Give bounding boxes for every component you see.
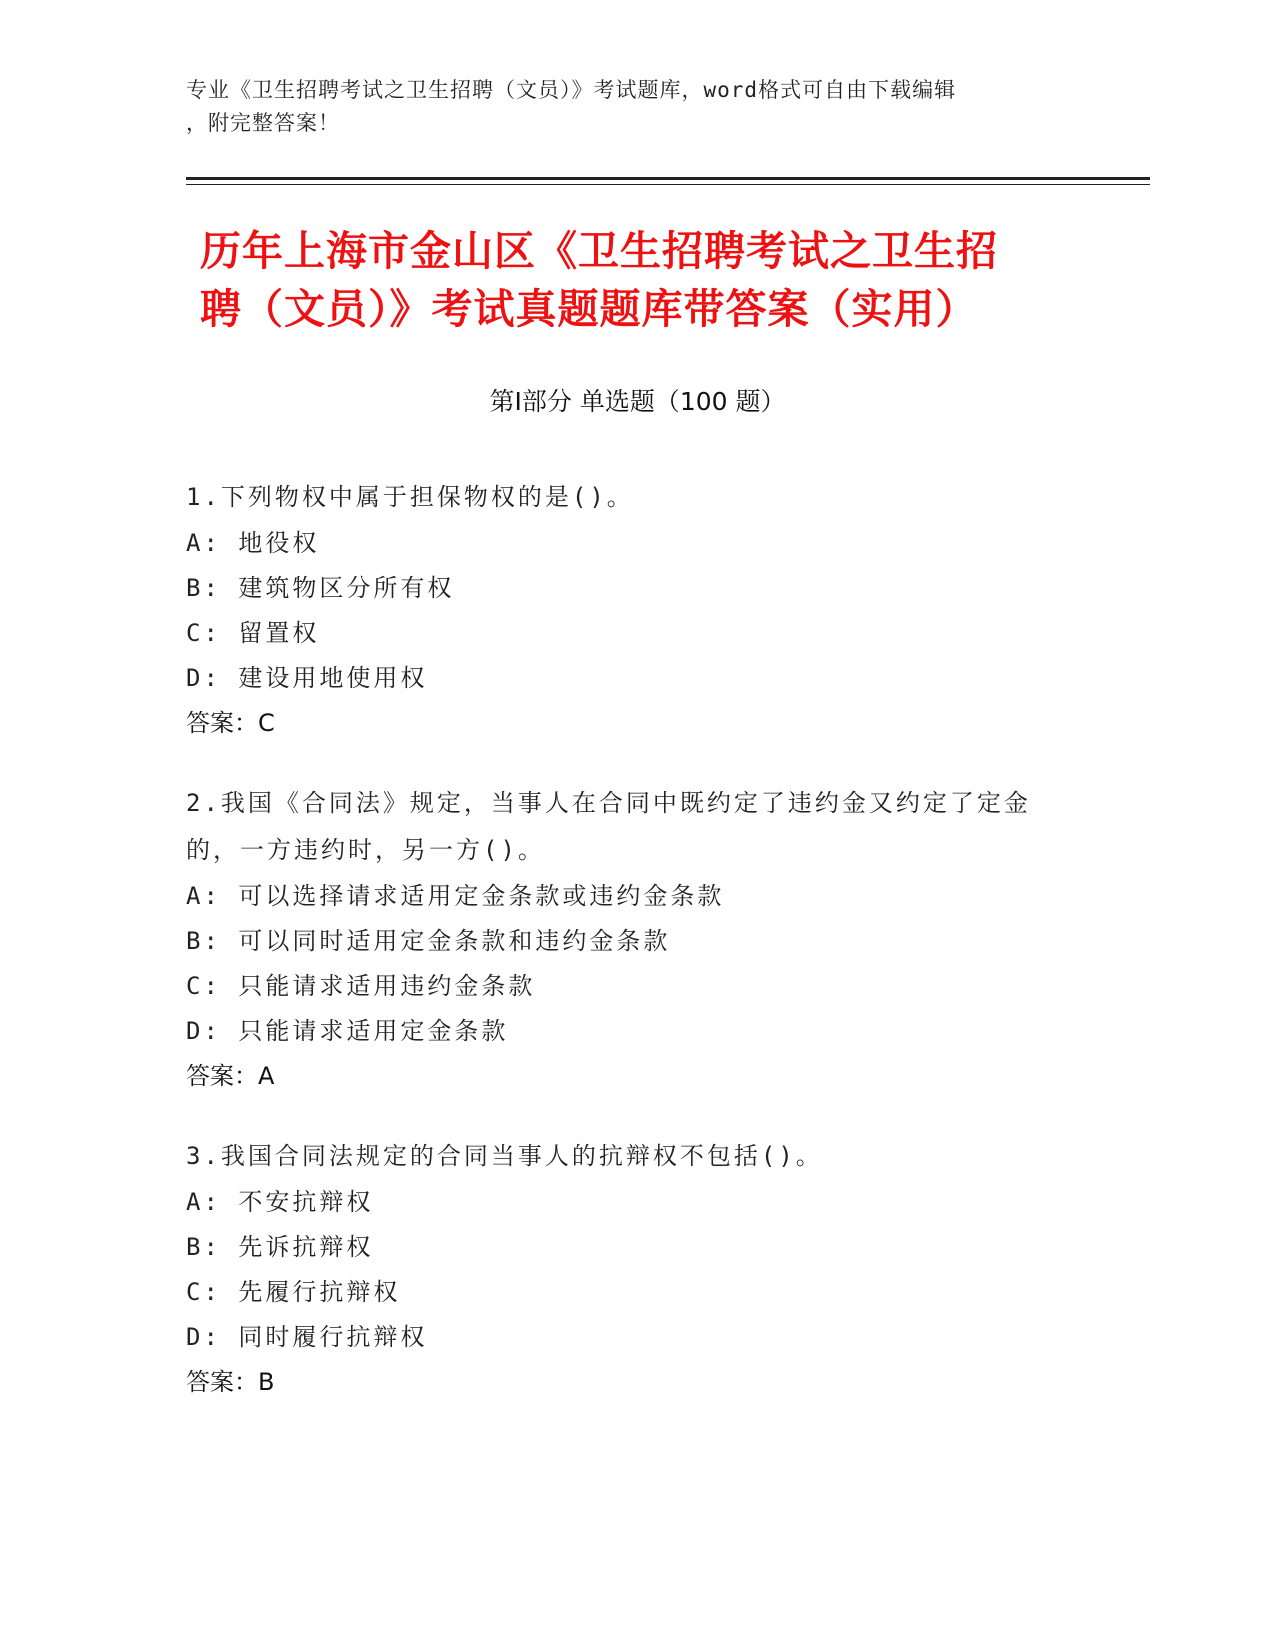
option-d: D: 同时履行抗辩权: [186, 1323, 428, 1351]
answer: 答案：C: [186, 709, 275, 737]
header-rule-thick: [186, 177, 1150, 180]
option-d: D: 只能请求适用定金条款: [186, 1017, 509, 1045]
document-title-line-2: 聘（文员）》考试真题题库带答案（实用）: [200, 285, 978, 333]
option-a: A: 地役权: [186, 529, 320, 557]
header-note-line-1: 专业《卫生招聘考试之卫生招聘（文员）》考试题库，word格式可自由下载编辑: [186, 78, 957, 102]
option-d: D: 建设用地使用权: [186, 664, 428, 692]
question-2: [186, 780, 1066, 1099]
question-1: [186, 474, 1066, 746]
section-title: 第Ⅰ部分 单选题（100 题）: [489, 387, 786, 416]
question-list: [186, 474, 1066, 1439]
option-b: B: 先诉抗辩权: [186, 1233, 374, 1261]
question-3: [186, 1133, 1066, 1405]
document-title: [200, 222, 1100, 338]
option-c: C: 只能请求适用违约金条款: [186, 972, 536, 1000]
header-note-line-2: ，附完整答案！: [186, 111, 340, 135]
question-stem: 2.我国《合同法》规定，当事人在合同中既约定了违约金又约定了定金的，一方违约时，另一方()。: [186, 789, 1031, 864]
document-title-line-1: 历年上海市金山区《卫生招聘考试之卫生招: [200, 227, 998, 275]
option-a: A: 可以选择请求适用定金条款或违约金条款: [186, 882, 725, 910]
header-note: [186, 74, 1086, 140]
header-rule-thin: [186, 184, 1150, 185]
option-c: C: 留置权: [186, 619, 320, 647]
option-b: B: 建筑物区分所有权: [186, 574, 455, 602]
option-a: A: 不安抗辩权: [186, 1188, 374, 1216]
answer: 答案：A: [186, 1062, 275, 1090]
question-stem: 1.下列物权中属于担保物权的是()。: [186, 483, 634, 511]
answer: 答案：B: [186, 1368, 275, 1396]
question-stem: 3.我国合同法规定的合同当事人的抗辩权不包括()。: [186, 1142, 823, 1170]
option-b: B: 可以同时适用定金条款和违约金条款: [186, 927, 671, 955]
option-c: C: 先履行抗辩权: [186, 1278, 401, 1306]
